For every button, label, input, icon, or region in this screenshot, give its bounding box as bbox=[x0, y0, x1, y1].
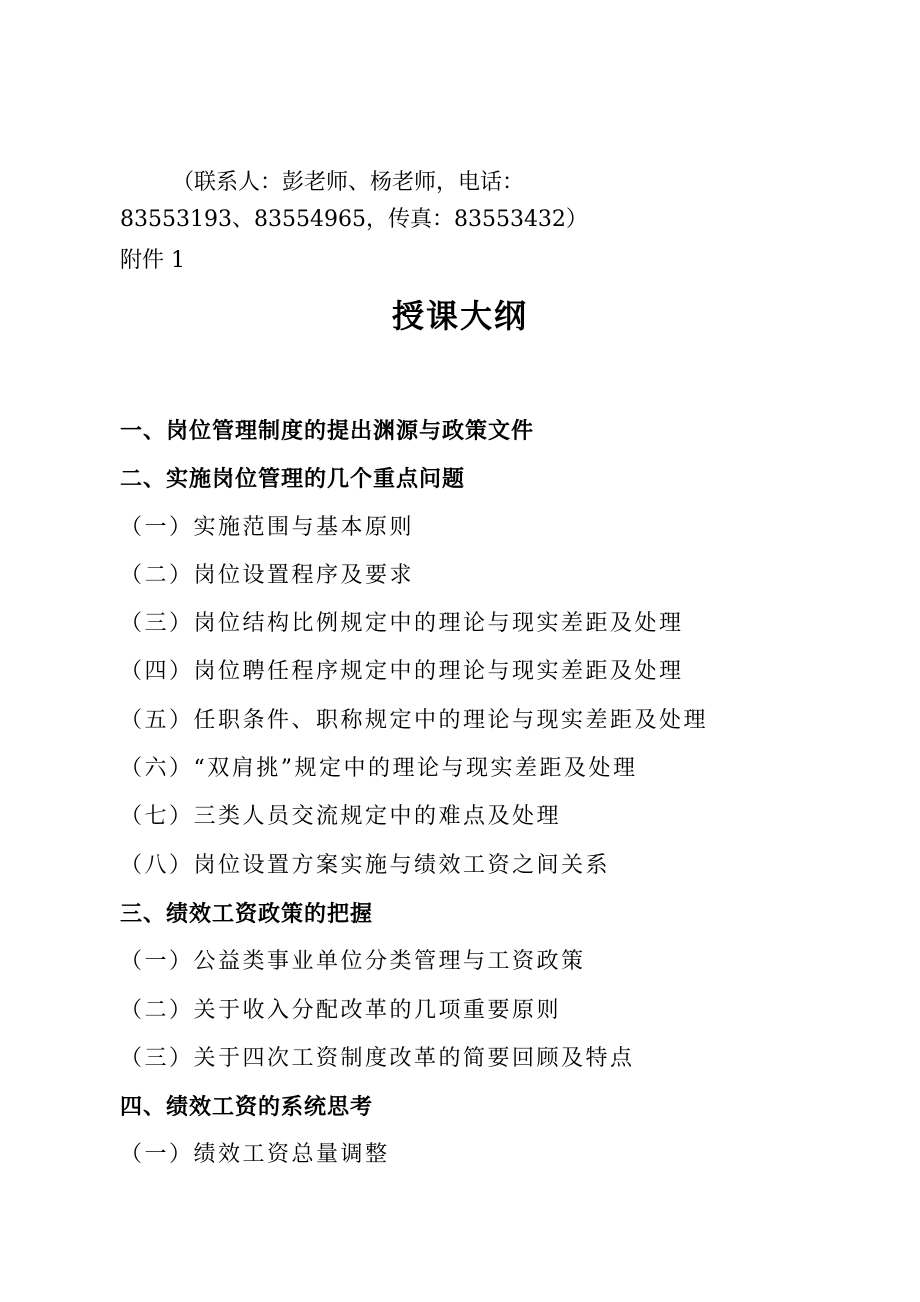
outline-heading: 一、岗位管理制度的提出渊源与政策文件 bbox=[120, 418, 535, 444]
contact-line-1: （联系人：彭老师、杨老师，电话： bbox=[172, 170, 525, 195]
outline-subitem: （八）岗位设置方案实施与绩效工资之间关系 bbox=[120, 852, 611, 878]
outline-subitem: （三）关于四次工资制度改革的简要回顾及特点 bbox=[120, 1045, 635, 1071]
outline-subitem: （六）“双肩挑”规定中的理论与现实差距及处理 bbox=[120, 756, 638, 782]
outline-subitem: （二）关于收入分配改革的几项重要原则 bbox=[120, 997, 562, 1023]
attachment-label: 附件 1 bbox=[120, 248, 185, 273]
outline-heading: 四、绩效工资的系统思考 bbox=[120, 1094, 374, 1121]
contact-line-2: 83553193、83554965，传真：83553432） bbox=[120, 207, 588, 232]
outline-subitem: （一）公益类事业单位分类管理与工资政策 bbox=[120, 949, 586, 975]
outline-subitem: （五）任职条件、职称规定中的理论与现实差距及处理 bbox=[120, 707, 709, 733]
outline-subitem: （三）岗位结构比例规定中的理论与现实差距及处理 bbox=[120, 611, 684, 637]
outline-subitem: （一）绩效工资总量调整 bbox=[120, 1142, 390, 1168]
outline-subitem: （二）岗位设置程序及要求 bbox=[120, 562, 415, 588]
outline-heading: 二、实施岗位管理的几个重点问题 bbox=[120, 466, 466, 493]
page-title: 授课大纲 bbox=[391, 297, 528, 335]
outline-list bbox=[120, 414, 820, 1187]
outline-subitem: （四）岗位聘任程序规定中的理论与现实差距及处理 bbox=[120, 659, 684, 685]
outline-subitem: （七）三类人员交流规定中的难点及处理 bbox=[120, 804, 562, 830]
outline-heading: 三、绩效工资政策的把握 bbox=[120, 900, 374, 927]
outline-subitem: （一）实施范围与基本原则 bbox=[120, 514, 415, 540]
